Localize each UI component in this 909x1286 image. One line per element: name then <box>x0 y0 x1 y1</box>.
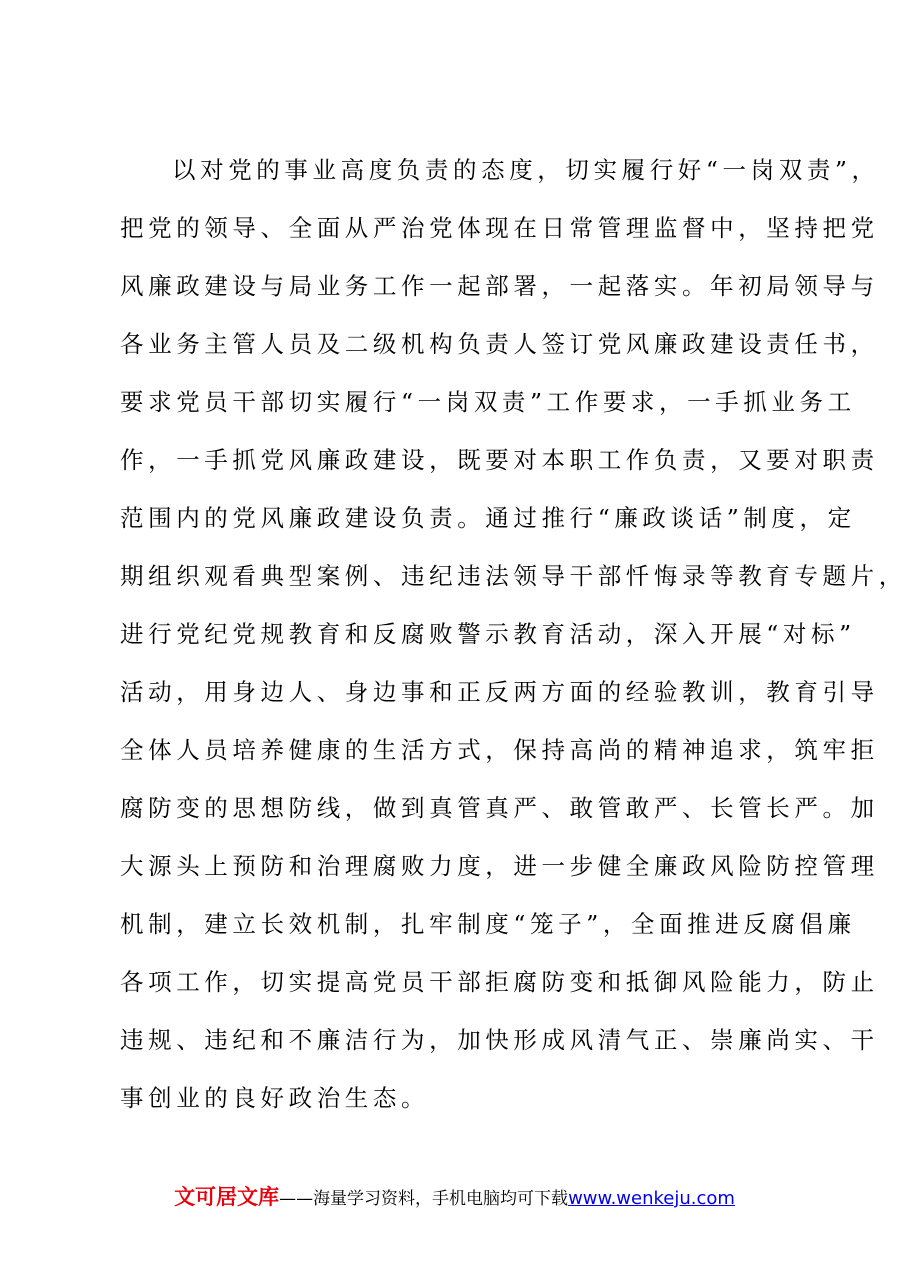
footer-banner <box>0 1183 909 1211</box>
paragraph-line: 各业务主管人员及二级机构负责人签订党风廉政建设责任书， <box>120 330 879 358</box>
paragraph-line: 以对党的事业高度负责的态度，切实履行好“一岗双责”， <box>172 156 880 184</box>
paragraph-line: 把党的领导、全面从严治党体现在日常管理监督中，坚持把党 <box>120 214 879 242</box>
paragraph-line: 期组织观看典型案例、违纪违法领导干部忏悔录等教育专题片， <box>120 562 907 590</box>
paragraph-line: 风廉政建设与局业务工作一起部署，一起落实。年初局领导与 <box>120 272 879 300</box>
paragraph-line: 全体人员培养健康的生活方式，保持高尚的精神追求，筑牢拒 <box>120 736 879 764</box>
paragraph-line: 腐防变的思想防线，做到真管真严、敢管敢严、长管长严。加 <box>120 794 879 822</box>
paragraph-line: 机制，建立长效机制，扎牢制度“笼子”，全面推进反腐倡廉 <box>120 910 856 938</box>
paragraph-line: 事创业的良好政治生态。 <box>120 1084 430 1112</box>
footer-slogan: ——海量学习资料，手机电脑均可下载 <box>279 1189 569 1209</box>
paragraph-line: 违规、违纪和不廉洁行为，加快形成风清气正、崇廉尚实、干 <box>120 1026 879 1054</box>
paragraph-line: 活动，用身边人、身边事和正反两方面的经验教训，教育引导 <box>120 678 879 706</box>
paragraph-line: 进行党纪党规教育和反腐败警示教育活动，深入开展“对标” <box>120 620 856 648</box>
paragraph-line: 作，一手抓党风廉政建设，既要对本职工作负责，又要对职责 <box>120 446 879 474</box>
paragraph-line: 范围内的党风廉政建设负责。通过推行“廉政谈话”制度，定 <box>120 504 856 532</box>
paragraph-line: 要求党员干部切实履行“一岗双责”工作要求，一手抓业务工 <box>120 388 856 416</box>
website-link[interactable]: www.wenkeju.com <box>568 1188 735 1209</box>
brand-name: 文可居文库 <box>174 1185 280 1209</box>
paragraph-line: 各项工作，切实提高党员干部拒腐防变和抵御风险能力，防止 <box>120 968 879 996</box>
paragraph-line: 大源头上预防和治理腐败力度，进一步健全廉政风险防控管理 <box>120 852 879 880</box>
